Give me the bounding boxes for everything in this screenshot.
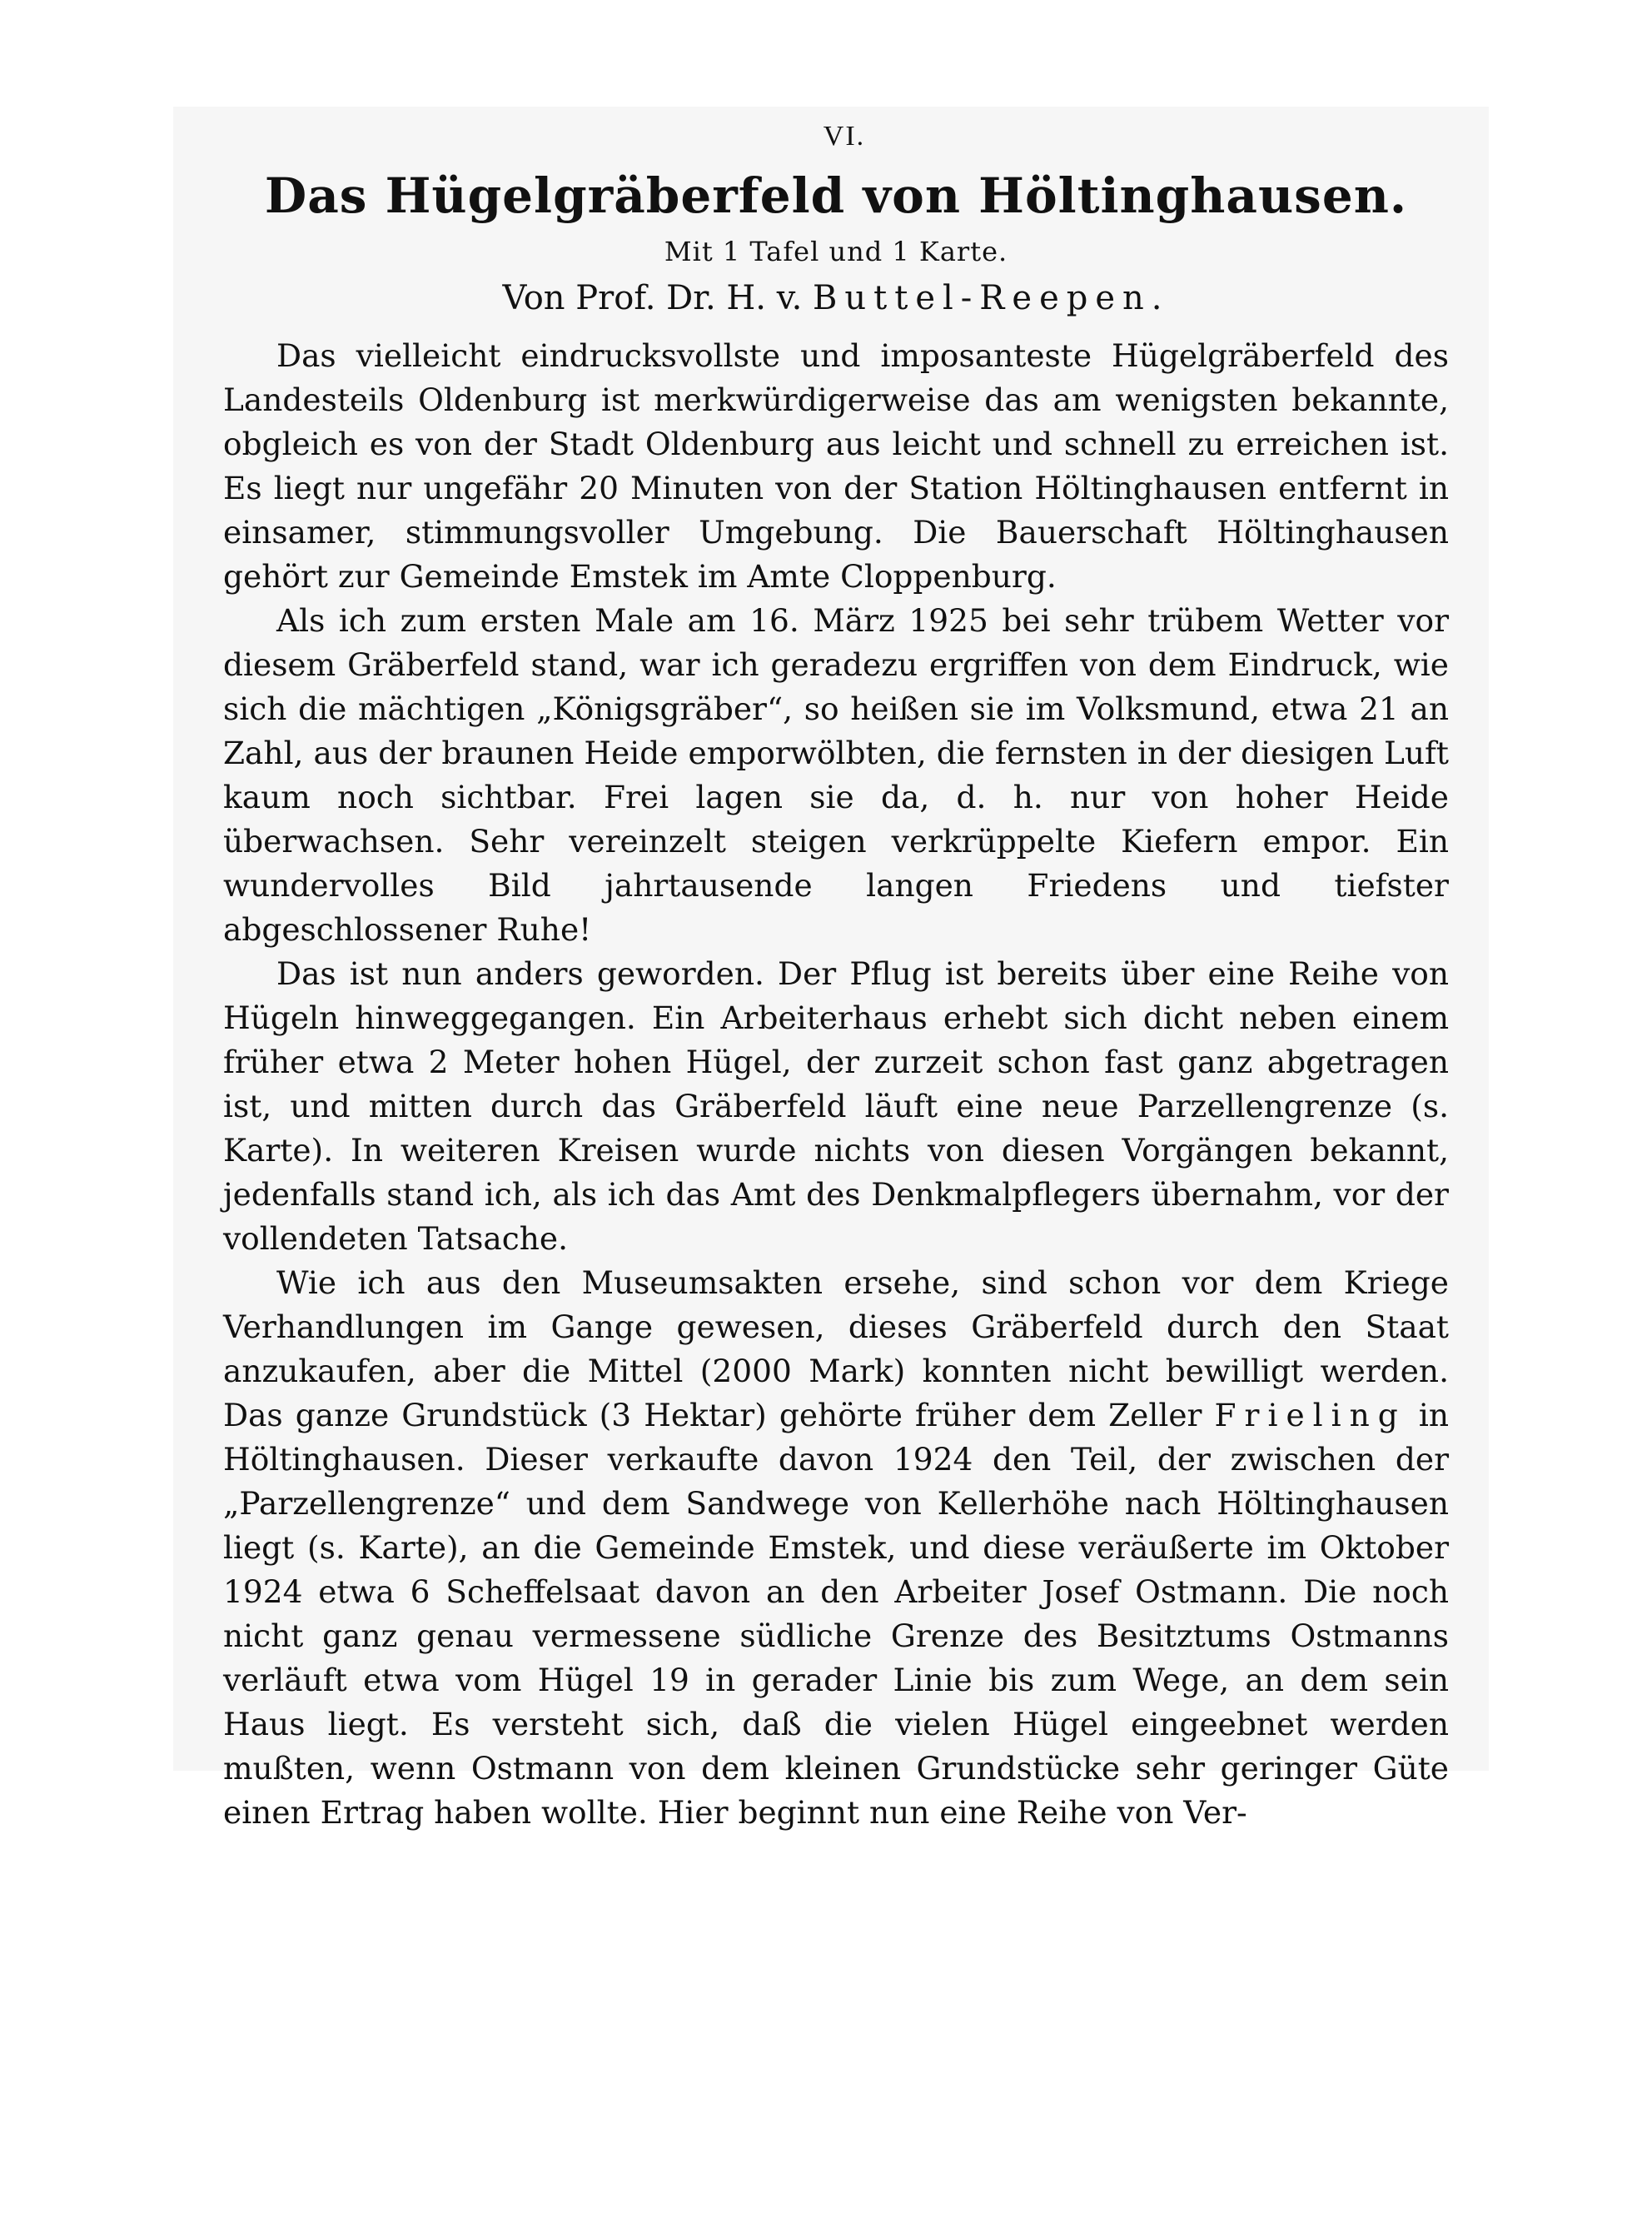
paragraph-4: [223, 1261, 1449, 1835]
paragraph-2: Als ich zum ersten Male am 16. März 1925 bei sehr trübem Wetter vor diesem Gräberfeld stand, war ich geradezu ergriffen von dem Eindruck, wie sich die mächtigen „Königsgräber“, so heißen sie im Volksmund, etwa 21 an Zahl, aus der braunen Heide emporwölbten, die fernsten in der diesigen Luft kaum noch sichtbar. Frei lagen sie da, d. h. nur von hoher Heide überwachsen. Sehr vereinzelt steigen verkrüppelte Kiefern empor. Ein wundervolles Bild jahrtausende langen Friedens und tiefster abgeschlossener Ruhe!: [223, 602, 1449, 948]
author-line: [223, 279, 1449, 317]
document-page: [223, 121, 1449, 1835]
author-prefix: Von Prof. Dr. H. v.: [502, 279, 814, 317]
paragraph-1: Das vielleicht eindrucksvollste und imposanteste Hügelgräberfeld des Landesteils Oldenburg ist merkwürdigerweise das am wenigsten bekannte, obgleich es von der Stadt Oldenburg aus leicht und schnell zu erreichen ist. Es liegt nur ungefähr 20 Minuten von der Station Höltinghausen entfernt in einsamer, stimmungsvoller Umgebung. Die Bauerschaft Höltinghausen gehört zur Gemeinde Emstek im Amte Cloppenburg.: [223, 337, 1449, 595]
article-title: Das Hügelgräberfeld von Höltinghausen.: [264, 167, 1408, 224]
article-subtitle: Mit 1 Tafel und 1 Karte.: [664, 236, 1008, 267]
author-name: Buttel-Reepen.: [813, 279, 1170, 317]
paragraph-4-text-start: Wie ich aus den Museumsakten ersehe, sind schon vor dem Kriege Verhandlungen im Gange gewesen, dieses Gräberfeld durch den Staat anzukaufen, aber die Mittel (2000 Mark) konnten nicht bewilligt werden. Das ganze Grundstück (3 Hektar) gehörte früher dem Zeller: [223, 1264, 1449, 1433]
paragraph-3: Das ist nun anders geworden. Der Pflug ist bereits über eine Reihe von Hügeln hinweggegangen. Ein Arbeiterhaus erhebt sich dicht neben einem früher etwa 2 Meter hohen Hügel, der zurzeit schon fast ganz abgetragen ist, und mitten durch das Gräberfeld läuft eine neue Parzellengrenze (s. Karte). In weiteren Kreisen wurde nichts von diesen Vorgängen bekannt, jedenfalls stand ich, als ich das Amt des Denkmalpflegers übernahm, vor der vollendeten Tatsache.: [223, 955, 1449, 1257]
paragraph-4-text-end: in Höltinghausen. Dieser verkaufte davon 1924 den Teil, der zwischen der „Parzellengrenze“ und dem Sandwege von Kellerhöhe nach Höltinghausen liegt (s. Karte), an die Gemeinde Emstek, und diese veräußerte im Oktober 1924 etwa 6 Scheffelsaat davon an den Arbeiter Josef Ostmann. Die noch nicht ganz genau vermessene südliche Grenze des Besitztums Ostmanns verläuft etwa vom Hügel 19 in gerader Linie bis zum Wege, an dem sein Haus liegt. Es versteht sich, daß die vielen Hügel eingeebnet werden mußten, wenn Ostmann von dem kleinen Grundstücke sehr geringer Güte einen Ertrag haben wollte. Hier beginnt nun eine Reihe von Ver-: [223, 1397, 1449, 1831]
chapter-number: VI.: [823, 121, 866, 152]
paragraph-4-spaced-name: Frieling: [1214, 1397, 1406, 1433]
